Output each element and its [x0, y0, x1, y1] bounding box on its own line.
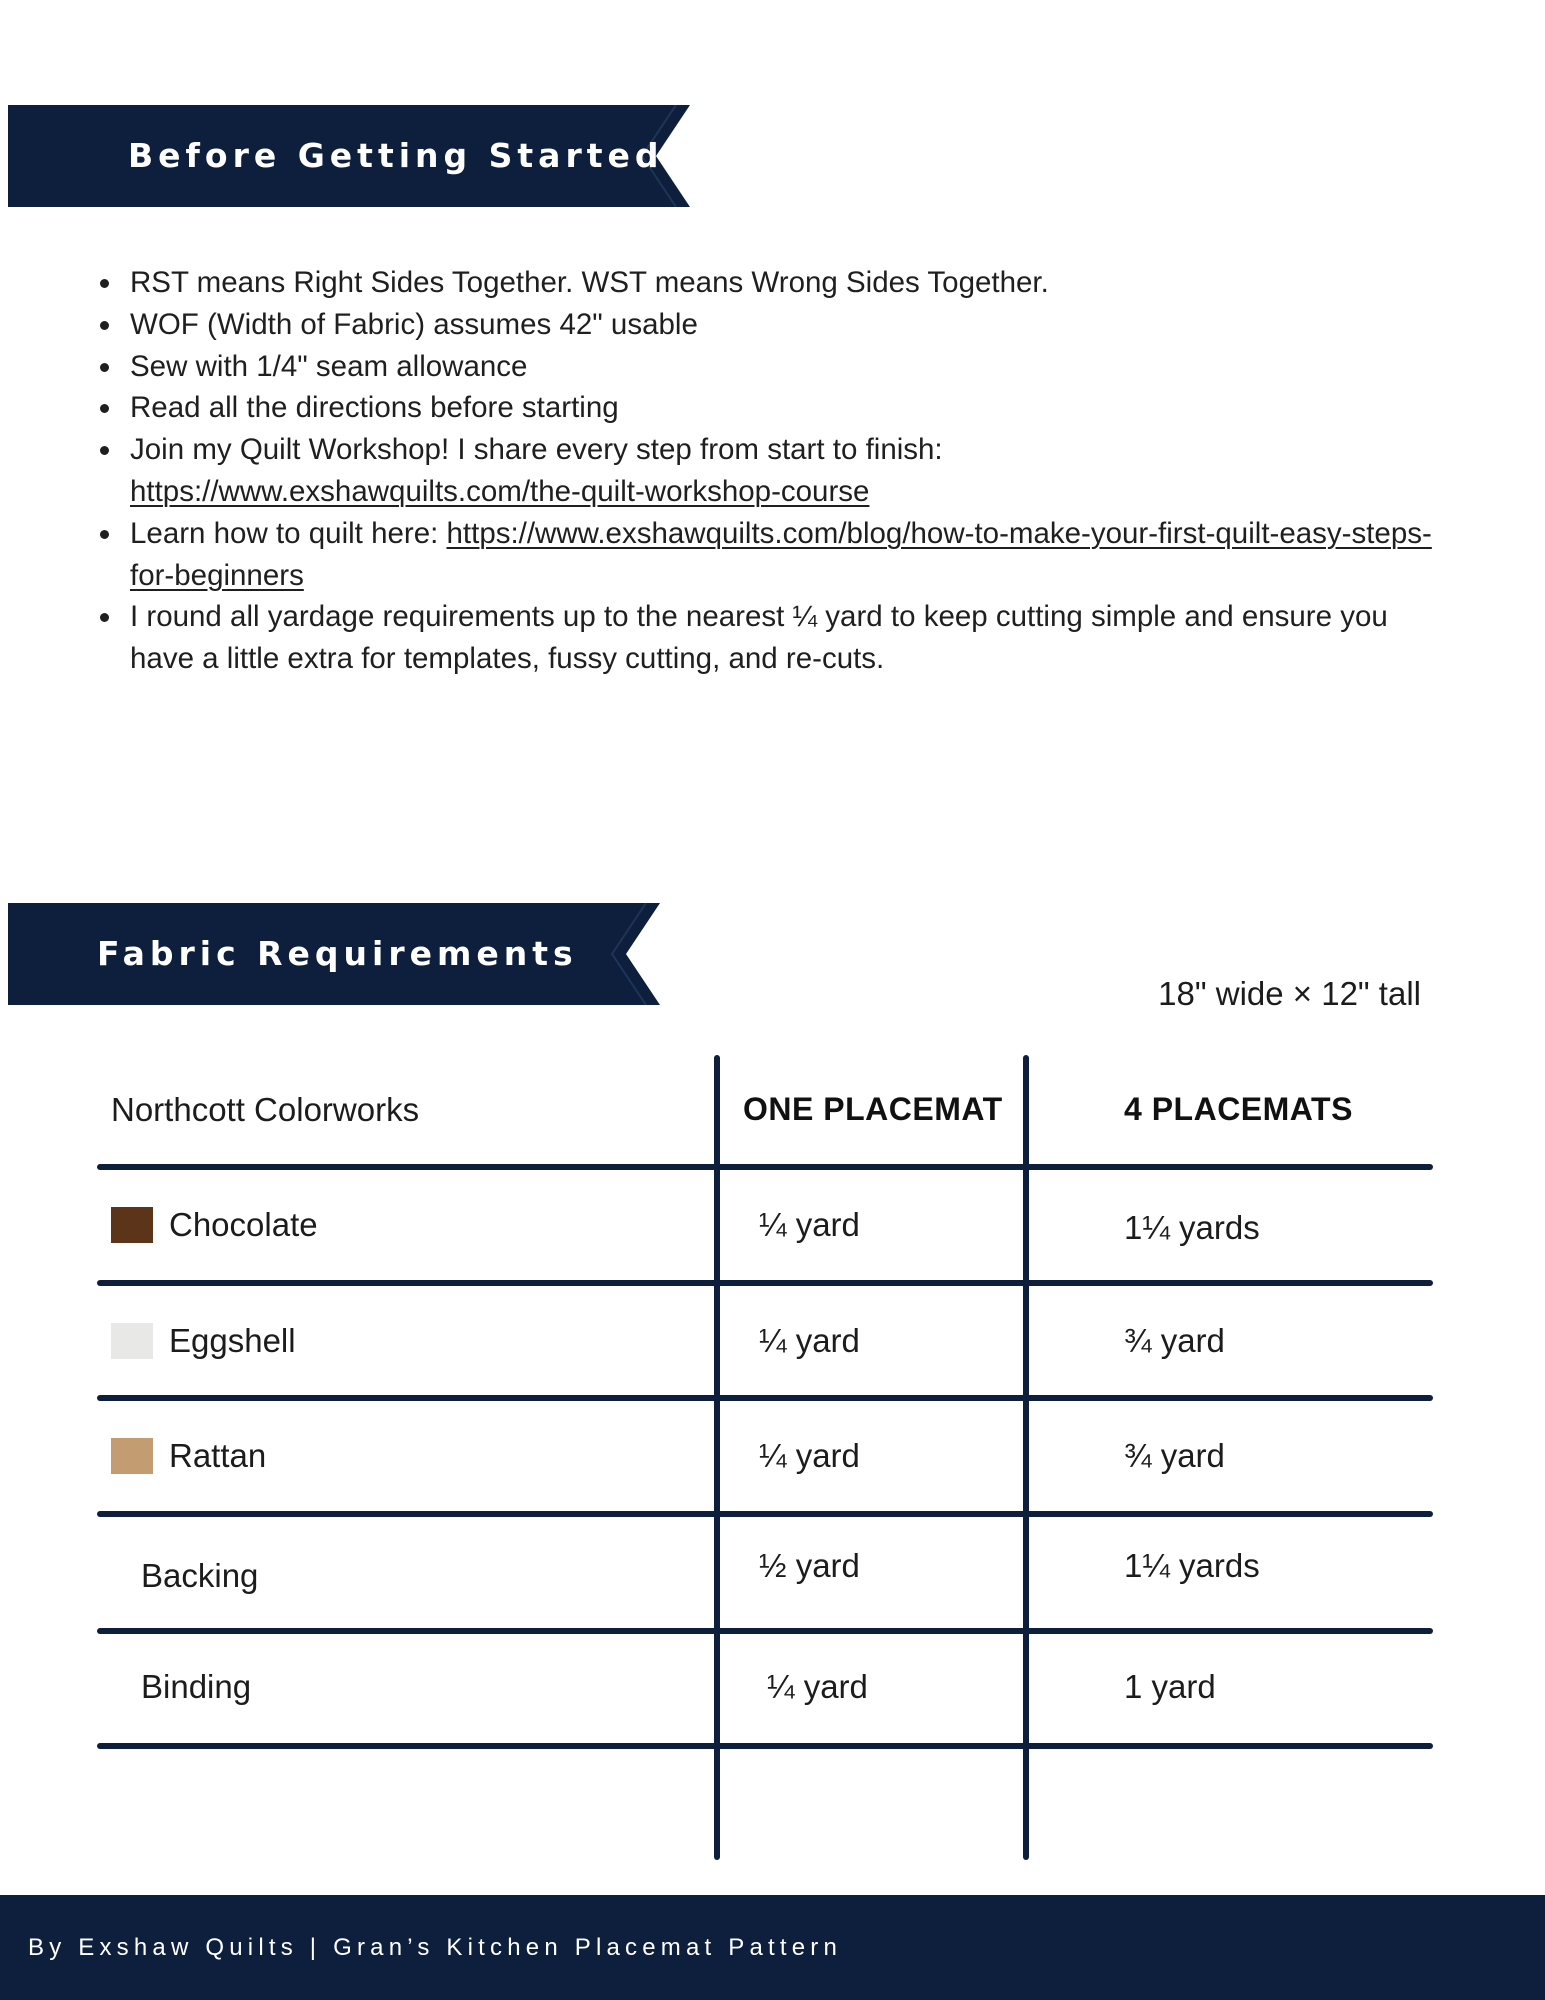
table-row	[111, 1286, 296, 1395]
section-title: Before Getting Started	[128, 136, 664, 175]
table-header-four-placemats: 4 PLACEMATS	[1124, 1091, 1353, 1127]
four-placemats-yardage: 1¼ yards	[1124, 1209, 1260, 1246]
bullet-icon	[100, 279, 109, 288]
table-column-divider	[1023, 1055, 1029, 1860]
placemat-size-note: 18" wide × 12" tall	[1158, 975, 1421, 1012]
one-placemat-yardage: ¼ yard	[759, 1437, 860, 1474]
table-header-brand: Northcott Colorworks	[111, 1090, 420, 1128]
bullet-icon	[100, 321, 109, 330]
list-item: Sew with 1/4" seam allowance	[100, 346, 1440, 388]
list-item: Read all the directions before starting	[100, 387, 1440, 429]
instructions-list	[100, 262, 1440, 680]
fabric-name: Rattan	[169, 1437, 267, 1474]
list-item: Join my Quilt Workshop! I share every step from start to finish: https://www.exshawquilts.com/the-quilt-workshop-course	[100, 429, 1440, 513]
color-swatch	[111, 1438, 153, 1474]
bullet-icon	[100, 530, 109, 539]
fabric-name: Backing	[141, 1557, 259, 1594]
fabric-requirements-table	[97, 1055, 1433, 1860]
workshop-link[interactable]: https://www.exshawquilts.com/the-quilt-workshop-course	[130, 474, 870, 508]
list-item: Learn how to quilt here: https://www.exshawquilts.com/blog/how-to-make-your-first-quilt-easy-steps-for-beginners	[100, 513, 1440, 597]
color-swatch	[111, 1323, 153, 1359]
table-row	[111, 1401, 266, 1511]
one-placemat-yardage: ¼ yard	[759, 1321, 860, 1359]
bullet-icon	[100, 613, 109, 622]
table-header-one-placemat: ONE PLACEMAT	[743, 1091, 1003, 1127]
table-row-divider	[97, 1743, 1433, 1749]
list-item: I round all yardage requirements up to the nearest ¼ yard to keep cutting simple and ensure you have a little extra for templates, fussy cutting, and re-cuts.	[100, 596, 1440, 680]
color-swatch	[111, 1207, 153, 1243]
four-placemats-yardage: 1 yard	[1124, 1668, 1216, 1705]
four-placemats-yardage: 1¼ yards	[1124, 1547, 1260, 1584]
bullet-icon	[100, 446, 109, 455]
four-placemats-yardage: ¾ yard	[1124, 1437, 1225, 1474]
section-banner-fabric-requirements	[8, 903, 660, 1005]
list-item: WOF (Width of Fabric) assumes 42" usable	[100, 304, 1440, 346]
footer-credit: By Exshaw Quilts | Gran’s Kitchen Placemat Pattern	[28, 1934, 843, 1961]
section-banner-before-getting-started	[8, 105, 690, 207]
fabric-name: Chocolate	[169, 1206, 318, 1243]
fabric-name: Binding	[141, 1668, 252, 1705]
table-row-divider	[97, 1628, 1433, 1634]
learn-quilting-link[interactable]: https://www.exshawquilts.com/blog/how-to-make-your-first-quilt-easy-steps-for-beginners	[130, 516, 1432, 592]
page-footer	[0, 1895, 1545, 2000]
one-placemat-yardage: ¼ yard	[767, 1668, 868, 1705]
four-placemats-yardage: ¾ yard	[1124, 1321, 1225, 1359]
section-title: Fabric Requirements	[97, 934, 578, 973]
table-row	[111, 1170, 318, 1280]
one-placemat-yardage: ½ yard	[759, 1547, 860, 1584]
fabric-name: Eggshell	[169, 1321, 296, 1359]
table-column-divider	[714, 1055, 720, 1860]
list-item: RST means Right Sides Together. WST means Wrong Sides Together.	[100, 262, 1440, 304]
bullet-icon	[100, 404, 109, 413]
bullet-icon	[100, 363, 109, 372]
one-placemat-yardage: ¼ yard	[759, 1206, 860, 1243]
